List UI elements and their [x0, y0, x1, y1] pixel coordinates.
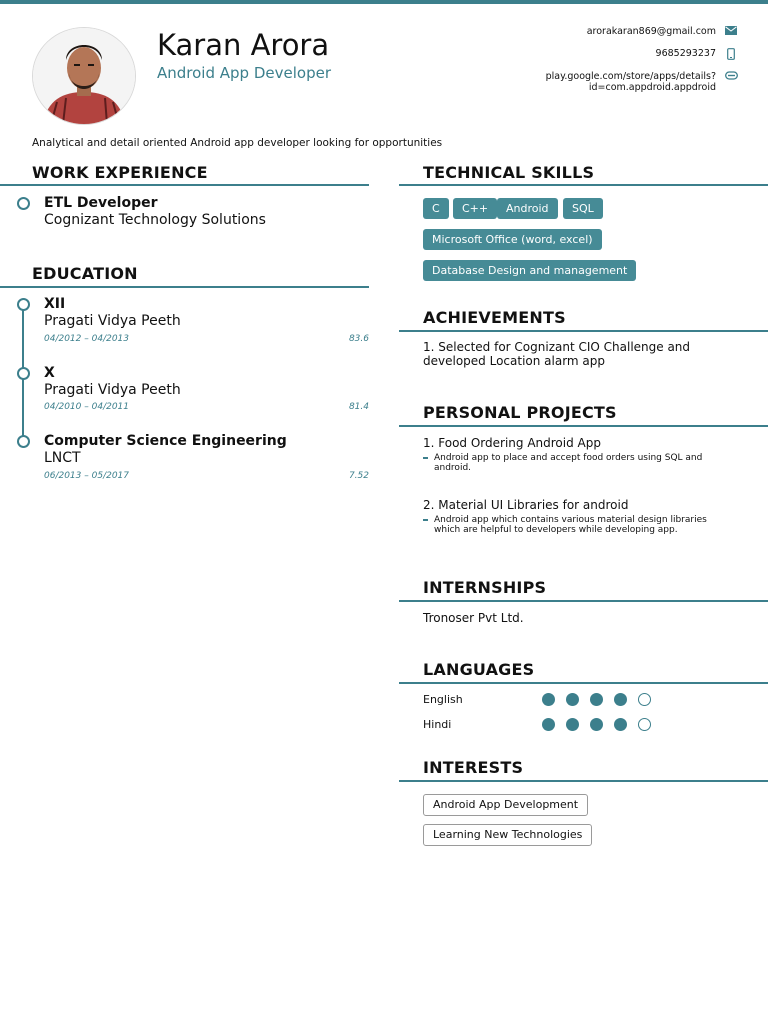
interest-tag: Android App Development [423, 794, 588, 816]
contact-link-row [546, 71, 738, 93]
project-desc-line: android. [434, 463, 472, 473]
email-link[interactable]: arorakaran869@gmail.com [586, 26, 716, 37]
timeline-dot [17, 298, 30, 311]
envelope-icon [724, 26, 738, 35]
skill-chip: Database Design and management [423, 260, 636, 281]
bullet-dash [423, 457, 428, 459]
interests-heading: INTERESTS [423, 758, 524, 777]
education-score: 81.4 [348, 402, 369, 412]
level-dot-filled [566, 693, 579, 706]
languages-rule [399, 682, 768, 684]
education-score: 7.52 [348, 471, 369, 481]
portfolio-link-line2: id=com.appdroid.appdroid [588, 82, 716, 93]
achievements-heading: ACHIEVEMENTS [423, 308, 566, 327]
internships-rule [399, 600, 768, 602]
project-description [434, 453, 734, 473]
achievements-rule [399, 330, 768, 332]
candidate-role: Android App Developer [157, 64, 331, 82]
project-name: 1. Food Ordering Android App [423, 436, 601, 450]
education-school: LNCT [44, 450, 81, 466]
education-rule [0, 286, 369, 288]
project-desc-line: which are helpful to developers while developing app. [434, 525, 678, 535]
skill-chip: C [423, 198, 449, 219]
profile-photo [33, 28, 135, 124]
education-school: Pragati Vidya Peeth [44, 382, 181, 398]
link-icon [724, 71, 738, 80]
level-dot-filled [542, 718, 555, 731]
languages-heading: LANGUAGES [423, 660, 535, 679]
education-degree: X [44, 365, 55, 381]
portfolio-link[interactable] [546, 71, 716, 93]
skill-chip: SQL [563, 198, 603, 219]
personal-projects-heading: PERSONAL PROJECTS [423, 403, 617, 422]
candidate-name: Karan Arora [157, 28, 330, 62]
contact-email-row [546, 26, 738, 37]
project-description [434, 515, 734, 535]
education-dates: 04/2012 – 04/2013 [44, 334, 129, 344]
language-name: Hindi [423, 718, 452, 731]
contact-info [546, 26, 738, 104]
language-level [542, 693, 651, 706]
interests-rule [399, 780, 768, 782]
internship-item: Tronoser Pvt Ltd. [423, 611, 524, 625]
education-heading: EDUCATION [32, 264, 138, 283]
skill-chip: Microsoft Office (word, excel) [423, 229, 602, 250]
education-degree: Computer Science Engineering [44, 433, 287, 449]
timeline-dot [17, 367, 30, 380]
top-accent-bar [0, 0, 768, 4]
technical-skills-heading: TECHNICAL SKILLS [423, 163, 595, 182]
achievement-line: developed Location alarm app [423, 354, 606, 368]
education-score: 83.6 [348, 334, 369, 344]
achievement-line: 1. Selected for Cognizant CIO Challenge and [423, 340, 691, 354]
project-name: 2. Material UI Libraries for android [423, 498, 629, 512]
level-dot-filled [614, 718, 627, 731]
level-dot-filled [614, 693, 627, 706]
education-dates: 04/2010 – 04/2011 [44, 402, 129, 412]
timeline-dot [17, 197, 30, 210]
project-desc-line: Android app to place and accept food orders using SQL and [434, 453, 703, 463]
work-role: ETL Developer [44, 195, 158, 211]
portfolio-link-line1: play.google.com/store/apps/details? [545, 71, 716, 82]
education-school: Pragati Vidya Peeth [44, 313, 181, 329]
work-company: Cognizant Technology Solutions [44, 212, 266, 228]
project-desc-line: Android app which contains various material design libraries [434, 515, 707, 525]
personal-projects-rule [399, 425, 768, 427]
level-dot-empty [638, 693, 651, 706]
achievement-item [423, 340, 690, 368]
level-dot-filled [590, 693, 603, 706]
skill-chip: Android [497, 198, 558, 219]
summary-text: Analytical and detail oriented Android app developer looking for opportunities [32, 137, 443, 149]
internships-heading: INTERNSHIPS [423, 578, 547, 597]
language-name: English [423, 693, 463, 706]
timeline-dot [17, 435, 30, 448]
work-experience-heading: WORK EXPERIENCE [32, 163, 208, 182]
language-level [542, 718, 651, 731]
education-degree: XII [44, 296, 66, 312]
bullet-dash [423, 519, 428, 521]
work-experience-rule [0, 184, 369, 186]
skill-chip: C++ [453, 198, 497, 219]
contact-phone-row [546, 48, 738, 60]
level-dot-empty [638, 718, 651, 731]
level-dot-filled [590, 718, 603, 731]
interest-tag: Learning New Technologies [423, 824, 592, 846]
education-dates: 06/2013 – 05/2017 [44, 471, 129, 481]
technical-skills-rule [399, 184, 768, 186]
mobile-phone-icon [724, 48, 738, 60]
avatar [32, 27, 136, 125]
level-dot-filled [542, 693, 555, 706]
level-dot-filled [566, 718, 579, 731]
phone-number[interactable]: 9685293237 [655, 48, 716, 59]
